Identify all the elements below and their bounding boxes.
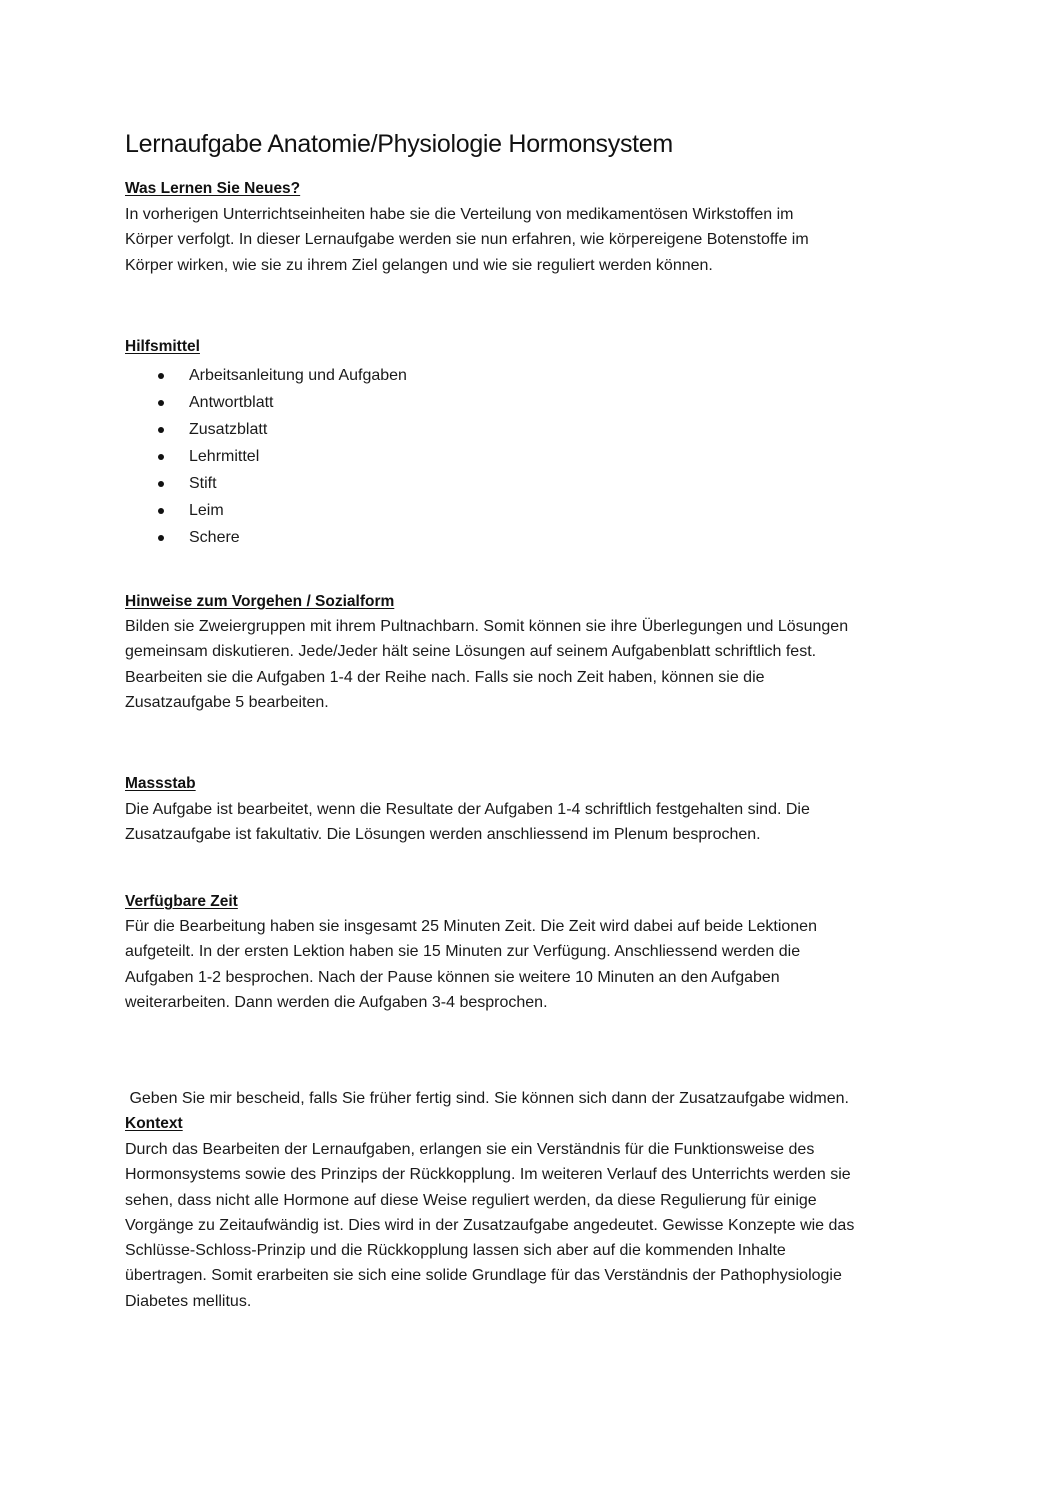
text-line: Zusatzaufgabe 5 bearbeiten. (125, 693, 329, 711)
bullet-icon (158, 427, 164, 433)
section-heading-massstab: Massstab (125, 775, 196, 792)
section-text-zeit (125, 914, 945, 1015)
section-heading-hinweise: Hinweise zum Vorgehen / Sozialform (125, 593, 395, 610)
bullet-icon (158, 508, 164, 514)
bullet-icon (158, 454, 164, 460)
section-heading-zeit: Verfügbare Zeit (125, 893, 238, 910)
list-item (158, 497, 407, 524)
list-item-label: Leim (189, 502, 224, 519)
text-line: Bilden sie Zweiergruppen mit ihrem Pultnachbarn. Somit können sie ihre Überlegungen und Lösungen (125, 618, 849, 635)
list-item-label: Lehrmittel (189, 448, 260, 465)
list-item (158, 362, 407, 389)
text-line: Die Aufgabe ist bearbeitet, wenn die Resultate der Aufgaben 1-4 schriftlich festgehalten sind. Die (125, 801, 810, 818)
section-heading-hilfsmittel: Hilfsmittel (125, 338, 200, 355)
bullet-icon (158, 535, 164, 541)
text-line: Hormonsystems sowie des Prinzips der Rückkopplung. Im weiteren Verlauf des Unterrichts werden sie (125, 1166, 851, 1184)
page-title: Lernaufgabe Anatomie/Physiologie Hormonsystem (125, 130, 673, 158)
text-line: aufgeteilt. In der ersten Lektion haben sie 15 Minuten zur Verfügung. Anschliessend werden die (125, 943, 801, 961)
text-line: Vorgänge zu Zeitaufwändig ist. Dies wird in der Zusatzaufgabe angedeutet. Gewisse Konzepte wie das (125, 1216, 855, 1234)
text-line: Körper wirken, wie sie zu ihrem Ziel gelangen und wie sie reguliert werden können. (125, 256, 713, 274)
text-line: In vorherigen Unterrichtseinheiten habe sie die Verteilung von medikamentösen Wirkstoffen im (125, 206, 794, 223)
bullet-icon (158, 400, 164, 406)
text-line: weiterarbeiten. Dann werden die Aufgaben 3-4 besprochen. (125, 993, 548, 1011)
list-item-label: Arbeitsanleitung und Aufgaben (189, 367, 407, 384)
bullet-icon (158, 373, 164, 379)
hilfsmittel-list (158, 362, 407, 551)
section-text-was-lernen (125, 202, 945, 278)
section-text-hinweise (125, 614, 945, 715)
text-line: Zusatzaufgabe ist fakultativ. Die Lösungen werden anschliessend im Plenum besprochen. (125, 826, 761, 844)
text-line: übertragen. Somit erarbeiten sie sich eine solide Grundlage für das Verständnis der Pathophysiologie (125, 1267, 842, 1285)
list-item-label: Stift (189, 475, 217, 492)
text-line: Geben Sie mir bescheid, falls Sie früher fertig sind. Sie können sich dann der Zusatzaufgabe widmen. (125, 1089, 849, 1107)
text-line: Schlüsse-Schloss-Prinzip und die Rückkopplung lassen sich aber auf die kommenden Inhalte (125, 1242, 786, 1260)
text-line: Aufgaben 1-2 besprochen. Nach der Pause können sie weitere 10 Minuten an den Aufgaben (125, 968, 780, 986)
text-line: Körper verfolgt. In dieser Lernaufgabe werden sie nun erfahren, wie körpereigene Botenstoffe im (125, 231, 809, 249)
section-heading-kontext: Kontext (125, 1115, 183, 1132)
list-item (158, 470, 407, 497)
text-line: sehen, dass nicht alle Hormone auf diese Weise reguliert werden, da diese Regulierung für einige (125, 1191, 817, 1209)
text-line: Diabetes mellitus. (125, 1292, 252, 1310)
list-item (158, 524, 407, 551)
section-heading-was-lernen: Was Lernen Sie Neues? (125, 180, 301, 197)
list-item-label: Zusatzblatt (189, 421, 268, 438)
list-item (158, 389, 407, 416)
list-item (158, 443, 407, 470)
text-line: gemeinsam diskutieren. Jede/Jeder hält seine Lösungen auf seinem Aufgabenblatt schriftlich fest. (125, 643, 817, 661)
section-text-kontext (125, 1137, 945, 1314)
list-item-label: Antwortblatt (189, 394, 274, 411)
text-line: Durch das Bearbeiten der Lernaufgaben, erlangen sie ein Verständnis für die Funktionsweise des (125, 1141, 815, 1158)
text-line: Für die Bearbeitung haben sie insgesamt 25 Minuten Zeit. Die Zeit wird dabei auf beide Lektionen (125, 918, 817, 935)
list-item (158, 416, 407, 443)
section-text-massstab (125, 797, 945, 848)
bullet-icon (158, 481, 164, 487)
text-line: Bearbeiten sie die Aufgaben 1-4 der Reihe nach. Falls sie noch Zeit haben, können sie die (125, 668, 765, 686)
list-item-label: Schere (189, 529, 240, 546)
